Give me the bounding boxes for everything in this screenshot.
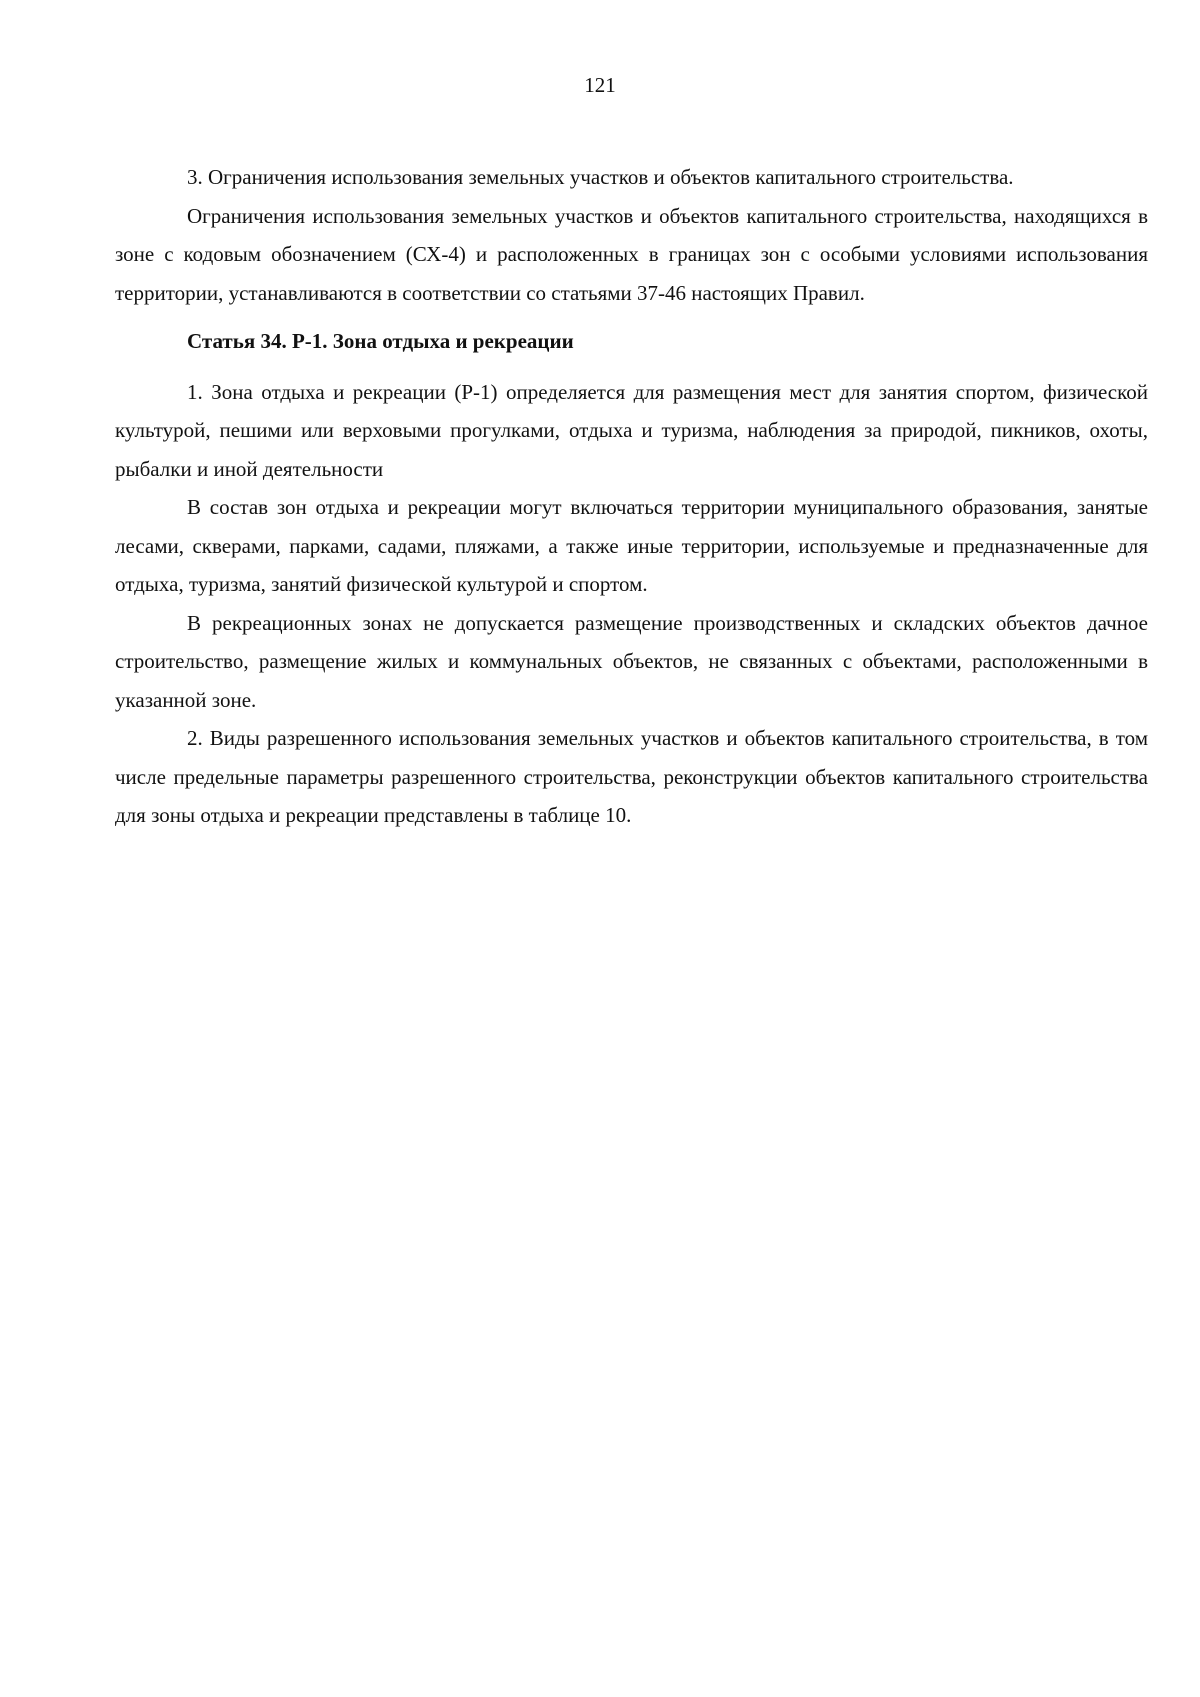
- section-3-title: 3. Ограничения использования земельных участков и объектов капитального строительства.: [187, 165, 1014, 189]
- article-paragraph-1: 1. Зона отдыха и рекреации (Р-1) определяется для размещения мест для занятия спортом, физической культурой, пешими или верховыми прогулками, отдыха и туризма, наблюдения за природой, пикников, охоты, рыбалки и иной деятельности: [115, 379, 1148, 481]
- article-heading: Статья 34. Р-1. Зона отдыха и рекреации: [187, 329, 574, 353]
- article-paragraph-4: 2. Виды разрешенного использования земельных участков и объектов капитального строительства, в том числе предельные параметры разрешенного строительства, реконструкции объектов капитального строительства для зоны отдыха и рекреации представлены в таблице 10.: [115, 726, 1148, 827]
- article-paragraph-3: В рекреационных зонах не допускается размещение производственных и складских объектов дачное строительство, размещение жилых и коммунальных объектов, не связанных с объектами, расположенными в указанной зоне.: [115, 610, 1148, 712]
- document-body: [115, 158, 1148, 835]
- article-paragraph-2: В состав зон отдыха и рекреации могут включаться территории муниципального образования, занятые лесами, скверами, парками, садами, пляжами, а также иные территории, используемые и предназначенные для отдыха, туризма, занятий физической культурой и спортом.: [115, 495, 1148, 596]
- section-3-text: Ограничения использования земельных участков и объектов капитального строительства, находящихся в зоне с кодовым обозначением (СХ-4) и расположенных в границах зон с особыми условиями использования территории, устанавливаются в соответствии со статьями 37-46 настоящих Правил.: [115, 203, 1148, 305]
- page-number: 121: [584, 73, 616, 97]
